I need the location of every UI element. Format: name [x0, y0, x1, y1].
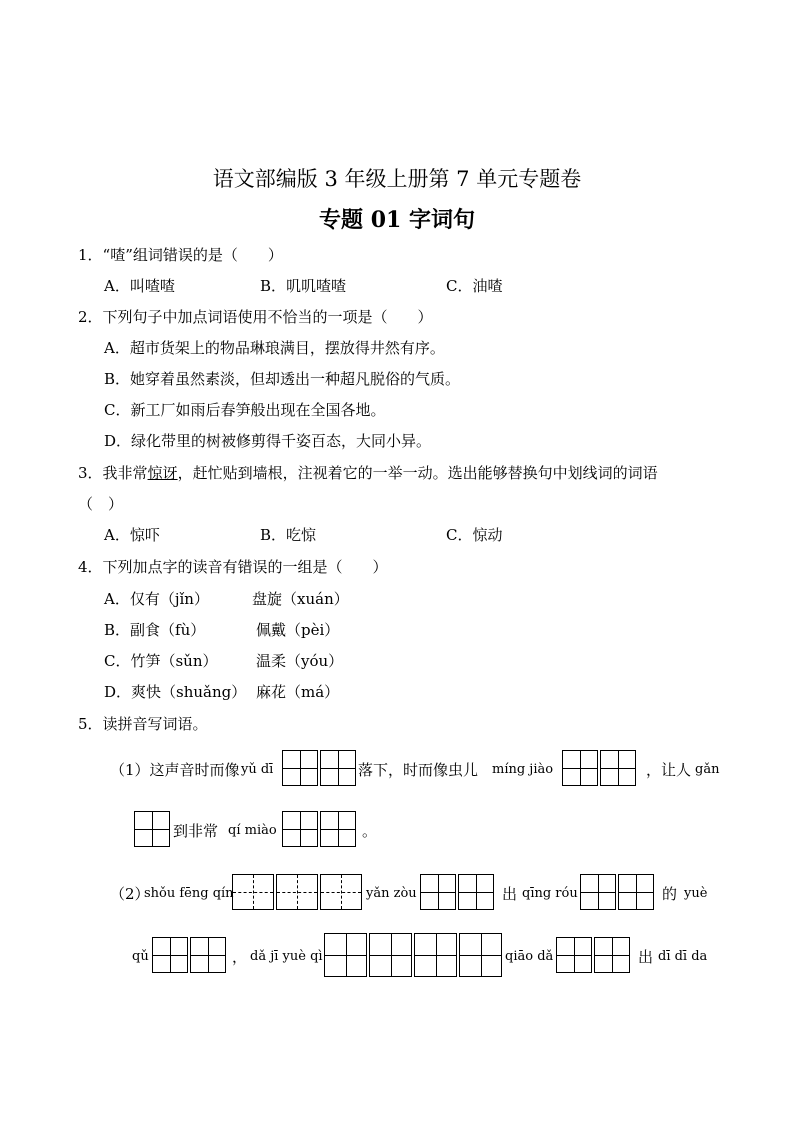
- char-cell[interactable]: [414, 933, 457, 977]
- char-cell[interactable]: [276, 874, 318, 910]
- q5-p1-mid2: ，让人: [646, 761, 692, 779]
- pinyin-yue: yuè: [684, 886, 708, 901]
- char-cell[interactable]: [458, 874, 494, 910]
- char-cell[interactable]: [556, 937, 592, 973]
- q4-row-d-second: 麻花（má）: [256, 683, 340, 701]
- pinyin-shou-feng-qin: shǒu fēng qín: [144, 886, 234, 901]
- answer-grid-shou-feng-qin[interactable]: [232, 874, 362, 910]
- pinyin-qi-miao: qí miào: [228, 823, 277, 838]
- question-4-stem: 4．下列加点字的读音有错误的一组是（ ）: [78, 558, 388, 576]
- char-cell[interactable]: [134, 811, 170, 847]
- char-cell[interactable]: [459, 933, 502, 977]
- char-cell[interactable]: [190, 937, 226, 973]
- q4-row-b-second: 佩戴（pèi）: [256, 621, 340, 639]
- pinyin-gan: gǎn: [695, 762, 720, 777]
- answer-grid-qiao-da[interactable]: [556, 937, 630, 973]
- char-cell[interactable]: [320, 750, 356, 786]
- q2-option-a: A．超市货架上的物品琳琅满目，摆放得井然有序。: [104, 339, 445, 357]
- question-3-stem: [78, 463, 658, 483]
- question-1-stem: 1．“喳”组词错误的是（ ）: [78, 246, 283, 264]
- q5-p2-lead: （2）: [110, 885, 150, 903]
- question-2-stem: 2．下列句子中加点词语使用不恰当的一项是（ ）: [78, 308, 433, 326]
- char-cell[interactable]: [420, 874, 456, 910]
- q3-stem-pre: 3．我非常: [78, 464, 148, 482]
- question-5-stem: 5．读拼音写词语。: [78, 715, 208, 733]
- q1-option-a: A．叫喳喳: [104, 277, 175, 295]
- q5-p2-text-de: 的: [662, 885, 678, 903]
- q1-option-b: B．叽叽喳喳: [260, 277, 347, 295]
- answer-grid-yan-zou[interactable]: [420, 874, 494, 910]
- page-subtitle: 专题 01 字词句: [319, 207, 475, 233]
- q3-stem-post: ，赶忙贴到墙根，注视着它的一举一动。选出能够替换句中划线词的词语: [177, 464, 658, 482]
- answer-grid-qing-rou[interactable]: [580, 874, 654, 910]
- q5-p1-end: 。: [362, 822, 378, 840]
- char-cell[interactable]: [152, 937, 188, 973]
- q5-p2-text-chu: 出: [502, 885, 518, 903]
- q2-option-c: C．新工厂如雨后春笋般出现在全国各地。: [104, 401, 386, 419]
- pinyin-yu-di: yǔ dī: [241, 762, 274, 777]
- q3-answer-paren: （ ）: [78, 495, 124, 513]
- q4-row-a-second: 盘旋（xuán）: [252, 590, 349, 608]
- q5-p1-lead: （1）这声音时而像: [110, 761, 240, 779]
- q5-p2-comma: ，: [232, 948, 248, 966]
- char-cell[interactable]: [562, 750, 598, 786]
- pinyin-yan-zou: yǎn zòu: [366, 886, 417, 901]
- pinyin-qu: qǔ: [132, 949, 149, 964]
- q1-option-c: C．油喳: [446, 277, 503, 295]
- q5-p2-text-chu-2: 出: [638, 948, 654, 966]
- q5-p1-line2-text: 到非常: [173, 822, 219, 840]
- answer-grid-ming-jiao[interactable]: [562, 750, 636, 786]
- q3-underlined-word: 惊讶: [147, 464, 178, 482]
- pinyin-da-ji-yue-qi: dǎ jī yuè qì: [250, 949, 323, 964]
- answer-grid-gan[interactable]: [134, 811, 170, 847]
- q2-option-d: D．绿化带里的树被修剪得千姿百态，大同小异。: [104, 432, 432, 450]
- q4-row-d-first: D．爽快（shuǎng）: [104, 683, 247, 701]
- char-cell[interactable]: [232, 874, 274, 910]
- page-title: 语文部编版 3 年级上册第 7 单元专题卷: [212, 167, 582, 191]
- q3-option-a: A．惊吓: [104, 526, 160, 544]
- char-cell[interactable]: [320, 811, 356, 847]
- char-cell[interactable]: [320, 874, 362, 910]
- answer-grid-yue-qu[interactable]: [152, 937, 226, 973]
- char-cell[interactable]: [282, 750, 318, 786]
- q3-option-c: C．惊动: [446, 526, 503, 544]
- q2-option-b: B．她穿着虽然素淡，但却透出一种超凡脱俗的气质。: [104, 370, 461, 388]
- char-cell[interactable]: [594, 937, 630, 973]
- answer-grid-da-ji-yue-qi[interactable]: [324, 933, 502, 977]
- char-cell[interactable]: [580, 874, 616, 910]
- pinyin-di-di-da: dī dī da: [658, 949, 708, 964]
- q4-row-a-first: A．仅有（jǐn）: [104, 590, 209, 608]
- pinyin-qiao-da: qiāo dǎ: [505, 949, 554, 964]
- pinyin-ming-jiao: míng jiào: [492, 762, 554, 777]
- q4-row-c-second: 温柔（yóu）: [256, 652, 344, 670]
- answer-grid-yu-di[interactable]: [282, 750, 356, 786]
- q5-p1-mid1: 落下，时而像虫儿: [358, 761, 479, 779]
- char-cell[interactable]: [618, 874, 654, 910]
- char-cell[interactable]: [369, 933, 412, 977]
- answer-grid-qi-miao[interactable]: [282, 811, 356, 847]
- q4-row-b-first: B．副食（fù）: [104, 621, 206, 639]
- char-cell[interactable]: [324, 933, 367, 977]
- q3-option-b: B．吃惊: [260, 526, 317, 544]
- char-cell[interactable]: [282, 811, 318, 847]
- q4-row-c-first: C．竹笋（sǔn）: [104, 652, 218, 670]
- pinyin-qing-rou: qīng róu: [522, 886, 578, 901]
- char-cell[interactable]: [600, 750, 636, 786]
